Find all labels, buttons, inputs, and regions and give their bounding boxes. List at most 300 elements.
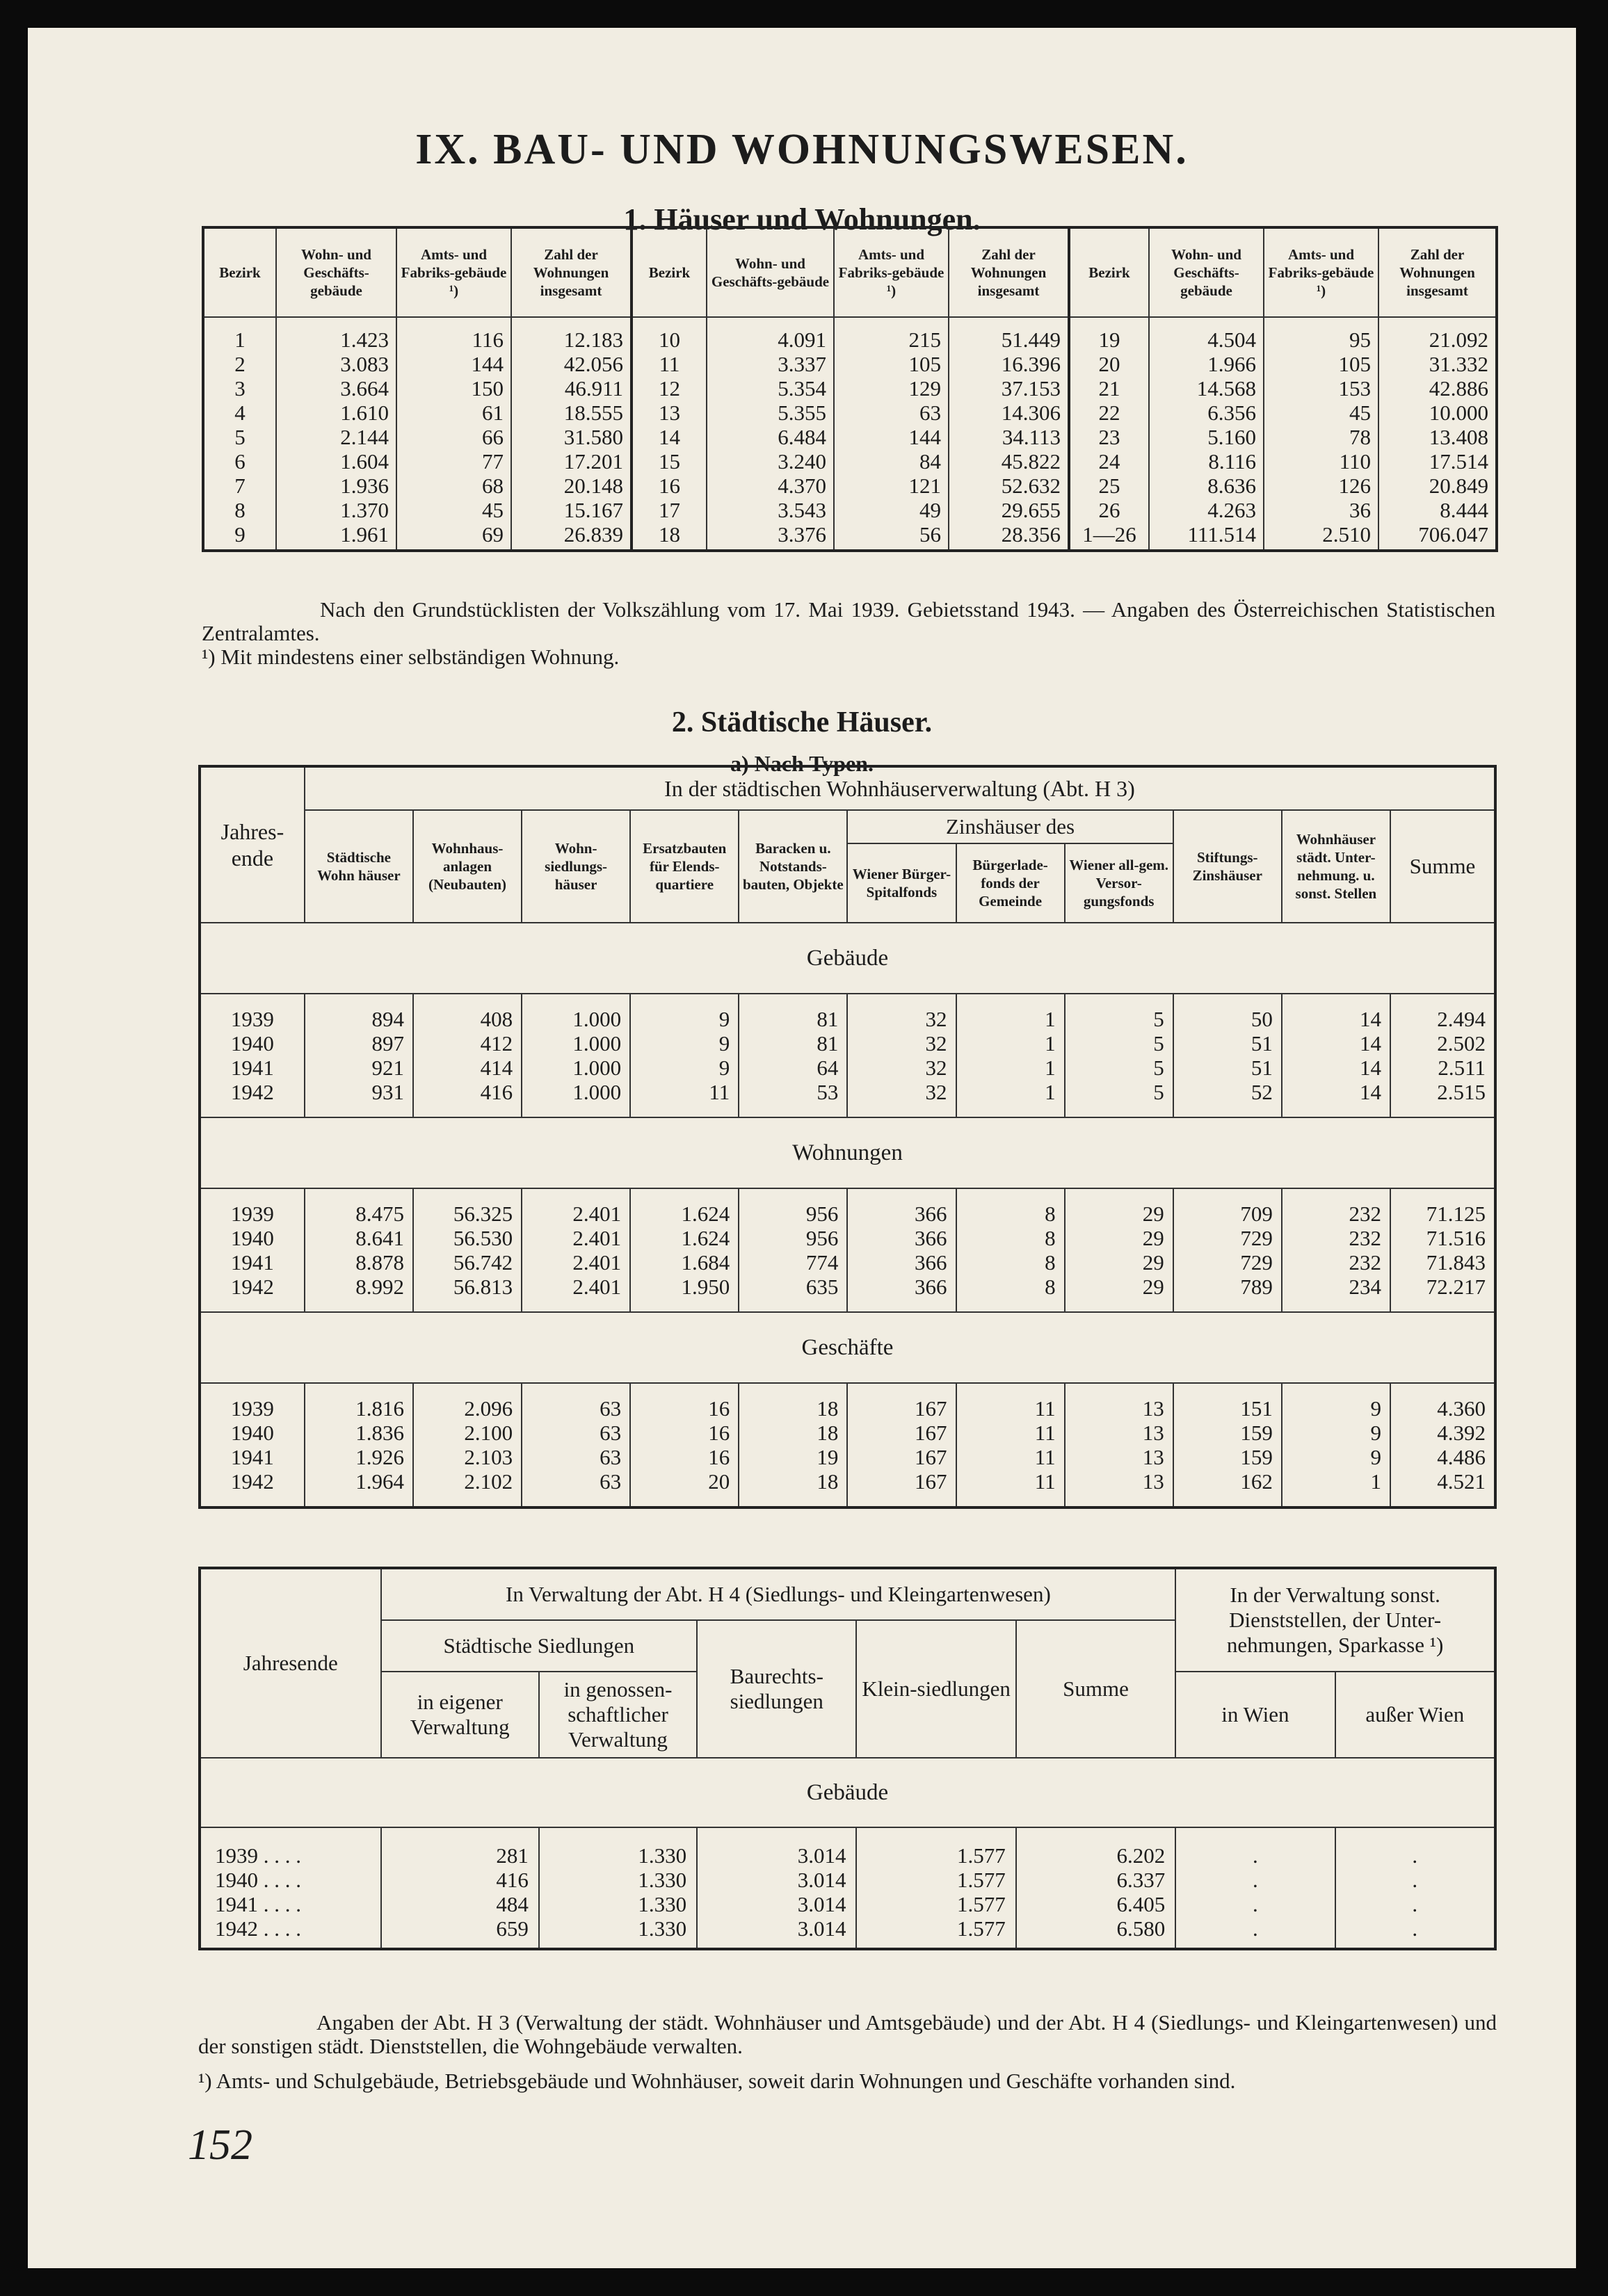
table-cell: 77 [396, 449, 511, 474]
table-cell: 4.370 [707, 474, 834, 498]
table-cell: 1.370 [276, 498, 396, 522]
table-cell: 1941 [200, 1250, 305, 1275]
spacer-cell [522, 1299, 630, 1312]
spacer-cell [305, 1299, 413, 1312]
spacer-cell [1282, 994, 1390, 1007]
table-cell: 26 [1069, 498, 1149, 522]
section1-source-note: Nach den Grundstücklisten der Volkszählung vom 17. Mai 1939. Gebietsstand 1943. — Angaben des Österreichischen Statistischen Zentralamtes. [202, 597, 1495, 645]
spacer-cell [1390, 1383, 1495, 1396]
table-cell: 6.356 [1149, 401, 1264, 425]
table-row [203, 401, 1497, 425]
spacer-cell [1173, 1494, 1282, 1507]
spacer-cell [630, 1299, 739, 1312]
table-cell: 17 [632, 498, 707, 522]
spacer-cell [539, 1941, 697, 1949]
col-wohn: Wohn- und Geschäfts-gebäude [707, 227, 834, 317]
col-summe: Summe [1016, 1620, 1175, 1758]
table-cell: 21.092 [1429, 328, 1488, 352]
spacer-cell [200, 1941, 381, 1949]
table-cell: 408 [413, 1007, 522, 1031]
spacer-cell [1065, 1188, 1173, 1202]
table-cell: . [1175, 1843, 1335, 1868]
table-cell: 2.401 [522, 1250, 630, 1275]
table-cell: 8.641 [305, 1226, 413, 1250]
col-bezirk: Bezirk [632, 227, 707, 317]
group-h3-header: In der städtischen Wohnhäuserverwaltung (Abt. H 3) [305, 766, 1495, 810]
table-cell: 14 [632, 425, 707, 449]
table-cell: 3.240 [707, 449, 834, 474]
table-cell: 5.354 [707, 376, 834, 401]
table-row [200, 1868, 1495, 1892]
table-cell: 1.577 [856, 1868, 1015, 1892]
section-label: Gebäude [200, 923, 1495, 994]
page-number: 152 [188, 2121, 252, 2169]
table-cell: . [1412, 1892, 1418, 1916]
spacer-cell [305, 1188, 413, 1202]
table-cell: 14 [1282, 1031, 1390, 1056]
col-baurechtssiedlungen: Baurechts-siedlungen [697, 1620, 856, 1758]
table-cell: 1942 . . . . [200, 1916, 381, 1941]
spacer-cell [847, 1383, 956, 1396]
table-cell: 1939 . . . . [200, 1843, 381, 1868]
table-cell: 1.961 [276, 522, 396, 551]
table-cell: 8.475 [305, 1202, 413, 1226]
table-cell: 84 [834, 449, 949, 474]
table-cell: 28.356 [949, 522, 1069, 551]
table-cell: 1.604 [276, 449, 396, 474]
col-baracken: Baracken u. Notstands-bauten, Objekte [739, 810, 847, 923]
table-row [203, 317, 1497, 352]
spacer-cell [1173, 994, 1282, 1007]
table-cell: 6 [203, 449, 276, 474]
table-cell: 1.330 [539, 1843, 697, 1868]
section-label: Geschäfte [200, 1312, 1495, 1383]
table-cell: 20.849 [1429, 474, 1488, 498]
table-cell: 3.664 [276, 376, 396, 401]
table-cell: 16.396 [949, 352, 1069, 376]
table-cell: 111.514 [1149, 522, 1264, 551]
spacer-cell [413, 994, 522, 1007]
col-eigene-verwaltung: in eigener Verwaltung [381, 1672, 539, 1758]
col-wohn: Wohn- und Geschäfts-gebäude [276, 227, 396, 317]
table-cell: 729 [1173, 1250, 1282, 1275]
spacer-cell [200, 1827, 381, 1843]
table-cell: 144 [834, 425, 949, 449]
table-cell: 167 [847, 1421, 956, 1445]
table-cell: 2.494 [1437, 1007, 1486, 1031]
table-cell: 31.580 [511, 425, 632, 449]
col-buergerladefonds: Bürgerlade-fonds der Gemeinde [956, 843, 1065, 923]
table-cell: 51 [1173, 1056, 1282, 1080]
spacer-cell [1390, 1494, 1495, 1507]
table-cell: . [1412, 1843, 1418, 1868]
table-cell: 1 [203, 317, 276, 352]
table-cell: 10 [632, 317, 707, 352]
table-cell: 1942 [200, 1469, 305, 1494]
table-cell: 6.337 [1016, 1868, 1175, 1892]
table-cell: 11 [956, 1445, 1065, 1469]
table-cell: 2.096 [413, 1396, 522, 1421]
table-cell: 8 [956, 1250, 1065, 1275]
spacer-cell [413, 1104, 522, 1117]
section1-footnote: ¹) Mit mindestens einer selbständigen Wohnung. [202, 645, 620, 669]
table-cell: 11 [956, 1421, 1065, 1445]
table-cell: 46.911 [511, 376, 632, 401]
table-cell: 9 [1282, 1445, 1390, 1469]
table-row [200, 1031, 1495, 1056]
col-zahl: Zahl der Wohnungen insgesamt [1378, 227, 1497, 317]
table-cell: 4.392 [1437, 1421, 1486, 1445]
col-wohnhausanlagen: Wohnhaus-anlagen (Neubauten) [413, 810, 522, 923]
table-cell: 121 [834, 474, 949, 498]
col-summe: Summe [1390, 810, 1495, 923]
spacer-cell [1173, 1188, 1282, 1202]
table-cell: 19 [739, 1445, 847, 1469]
table-cell: 1940 . . . . [200, 1868, 381, 1892]
table-cell: 13 [1065, 1396, 1173, 1421]
table-cell: 10.000 [1429, 401, 1488, 425]
table-cell: 5 [1065, 1007, 1173, 1031]
spacer-cell [413, 1494, 522, 1507]
table-cell: 167 [847, 1445, 956, 1469]
table-cell: 6.405 [1016, 1892, 1175, 1916]
table-cell: 167 [847, 1396, 956, 1421]
table-cell: 1939 [200, 1007, 305, 1031]
table-cell: 956 [739, 1226, 847, 1250]
spacer-cell [1065, 1299, 1173, 1312]
table-cell: 232 [1282, 1226, 1390, 1250]
spacer-cell [1173, 1104, 1282, 1117]
spacer-cell [1282, 1383, 1390, 1396]
col-stiftungs-zinshaeuser: Stiftungs-Zinshäuser [1173, 810, 1282, 923]
table-cell: 921 [305, 1056, 413, 1080]
table-cell: 11 [630, 1080, 739, 1104]
spacer-cell [956, 1299, 1065, 1312]
table-row [200, 1421, 1495, 1445]
table-siedlungen [198, 1567, 1497, 1950]
table-cell: 29 [1065, 1250, 1173, 1275]
table-row [203, 376, 1497, 401]
table-row [200, 1916, 1495, 1941]
spacer-cell [522, 994, 630, 1007]
table-cell: 2.515 [1437, 1080, 1486, 1104]
table-cell: 215 [834, 317, 949, 352]
spacer-cell [1175, 1827, 1335, 1843]
table-cell: 5 [203, 425, 276, 449]
table-cell: 2.103 [413, 1445, 522, 1469]
table-cell: 11 [956, 1396, 1065, 1421]
col-amts: Amts- und Fabriks-gebäude ¹) [396, 227, 511, 317]
table-cell: 29 [1065, 1275, 1173, 1299]
table-cell: 1.950 [630, 1275, 739, 1299]
table-cell: 24 [1069, 449, 1149, 474]
table-cell: 16 [632, 474, 707, 498]
spacer-cell [381, 1941, 539, 1949]
table-cell: 1.624 [630, 1202, 739, 1226]
table-cell: 1941 [200, 1445, 305, 1469]
table-cell: 1—26 [1069, 522, 1149, 551]
table-cell: 63 [522, 1445, 630, 1469]
table-cell: . [1175, 1916, 1335, 1941]
table-cell: 1 [956, 1031, 1065, 1056]
table-cell: 110 [1264, 449, 1378, 474]
table2-body [200, 923, 1495, 1507]
spacer-cell [413, 1188, 522, 1202]
spacer-cell [522, 1494, 630, 1507]
col-bezirk: Bezirk [1069, 227, 1149, 317]
table-cell: 6.580 [1016, 1916, 1175, 1941]
table-cell: 15.167 [511, 498, 632, 522]
spacer-cell [630, 1188, 739, 1202]
table-cell: 2.401 [522, 1226, 630, 1250]
table-cell: 366 [847, 1226, 956, 1250]
table-cell: 2.144 [276, 425, 396, 449]
spacer-cell [1282, 1188, 1390, 1202]
table-cell: . [1412, 1868, 1418, 1892]
table-cell: 484 [381, 1892, 539, 1916]
table-row [203, 522, 1497, 551]
table-row [200, 1056, 1495, 1080]
table-haeuser-wohnungen [202, 226, 1498, 552]
table-cell: 16 [630, 1445, 739, 1469]
table-cell: 17.201 [511, 449, 632, 474]
table-cell: 14 [1282, 1056, 1390, 1080]
table-cell: 56.813 [413, 1275, 522, 1299]
table-cell: 49 [834, 498, 949, 522]
table-cell: 29 [1065, 1226, 1173, 1250]
table-cell: 21 [1069, 376, 1149, 401]
table-cell: 32 [847, 1031, 956, 1056]
col-ersatzbauten: Ersatzbauten für Elends-quartiere [630, 810, 739, 923]
spacer-cell [381, 1827, 539, 1843]
table-cell: . [1175, 1868, 1335, 1892]
table-cell: 2.510 [1264, 522, 1378, 551]
table3-body [200, 1758, 1495, 1949]
table-cell: 2 [203, 352, 276, 376]
table-cell: 34.113 [949, 425, 1069, 449]
spacer-cell [1173, 1383, 1282, 1396]
table-row [203, 498, 1497, 522]
spacer-cell [856, 1827, 1015, 1843]
spacer-cell [305, 1104, 413, 1117]
table-cell: 412 [413, 1031, 522, 1056]
table-cell: 4.091 [707, 317, 834, 352]
table-cell: 2.401 [522, 1202, 630, 1226]
table-cell: 8 [956, 1275, 1065, 1299]
col-genossenschaftliche-verwaltung: in genossen-schaftlicher Verwaltung [539, 1672, 697, 1758]
table-cell: 5.355 [707, 401, 834, 425]
table-cell: 3.337 [707, 352, 834, 376]
table-cell: 32 [847, 1007, 956, 1031]
spacer-cell [413, 1299, 522, 1312]
table-cell: 23 [1069, 425, 1149, 449]
table-cell: 95 [1264, 317, 1378, 352]
table-cell: 53 [739, 1080, 847, 1104]
table-cell: 416 [381, 1868, 539, 1892]
table-cell: 14 [1282, 1007, 1390, 1031]
table-cell: 8.992 [305, 1275, 413, 1299]
table-row [203, 474, 1497, 498]
table-cell: 8.878 [305, 1250, 413, 1275]
table-cell: 13.408 [1429, 425, 1488, 449]
table-cell: 1 [956, 1056, 1065, 1080]
table-cell: 45.822 [949, 449, 1069, 474]
table-cell: 366 [847, 1275, 956, 1299]
table-staedtische-haeuser [198, 765, 1497, 1509]
table-cell: 18.555 [511, 401, 632, 425]
spacer-cell [739, 1188, 847, 1202]
table-cell: 11 [956, 1469, 1065, 1494]
spacer-cell [1016, 1941, 1175, 1949]
table-cell: 1.423 [276, 317, 396, 352]
table-cell: 3.376 [707, 522, 834, 551]
table-cell: 4 [203, 401, 276, 425]
table-cell: 31.332 [1429, 352, 1488, 376]
table-cell: 956 [739, 1202, 847, 1226]
section1-title: 1. Häuser und Wohnungen. [623, 202, 981, 236]
section-label: Wohnungen [200, 1117, 1495, 1188]
table-cell: 774 [739, 1250, 847, 1275]
table-cell: 78 [1264, 425, 1378, 449]
spacer-cell [522, 1104, 630, 1117]
table-cell: 8 [956, 1226, 1065, 1250]
table-cell: 1.000 [522, 1080, 630, 1104]
table-cell: 5 [1065, 1056, 1173, 1080]
table-cell: 162 [1173, 1469, 1282, 1494]
table-cell: 366 [847, 1250, 956, 1275]
table-cell: 1.836 [305, 1421, 413, 1445]
table-cell: 159 [1173, 1445, 1282, 1469]
table-cell: 706.047 [1418, 522, 1488, 547]
spacer-cell [305, 1383, 413, 1396]
spacer-cell [856, 1941, 1015, 1949]
spacer-cell [1282, 1104, 1390, 1117]
table-cell: 150 [396, 376, 511, 401]
table-cell: 29.655 [949, 498, 1069, 522]
table-cell: 71.843 [1426, 1250, 1486, 1275]
table-cell: 66 [396, 425, 511, 449]
spacer-cell [956, 1383, 1065, 1396]
spacer-cell [1065, 1494, 1173, 1507]
spacer-cell [697, 1941, 856, 1949]
table-cell: 4.504 [1149, 317, 1264, 352]
col-wohnsiedlungshaeuser: Wohn-siedlungs-häuser [522, 810, 630, 923]
spacer-cell [1282, 1494, 1390, 1507]
table-cell: 931 [305, 1080, 413, 1104]
col-amts: Amts- und Fabriks-gebäude ¹) [834, 227, 949, 317]
table-cell: 8 [956, 1202, 1065, 1226]
spacer-cell [739, 1494, 847, 1507]
table-cell: 63 [522, 1396, 630, 1421]
spacer-cell [1065, 994, 1173, 1007]
table-cell: 14 [1282, 1080, 1390, 1104]
spacer-cell [1390, 1299, 1495, 1312]
table-cell: 234 [1282, 1275, 1390, 1299]
table-cell: 159 [1173, 1421, 1282, 1445]
col-bezirk: Bezirk [203, 227, 276, 317]
table-row [200, 1080, 1495, 1104]
table-cell: 8.636 [1149, 474, 1264, 498]
table-cell: 9 [1282, 1396, 1390, 1421]
table1-header-row [203, 227, 1497, 317]
table-cell: 9 [630, 1056, 739, 1080]
table-cell: 167 [847, 1469, 956, 1494]
table-cell: 52 [1173, 1080, 1282, 1104]
table-cell: 19 [1069, 317, 1149, 352]
spacer-cell [1175, 1941, 1335, 1949]
table-cell: 366 [847, 1202, 956, 1226]
table-cell: 56.325 [413, 1202, 522, 1226]
col-jahresende: Jahresende [200, 1568, 381, 1758]
document-page [28, 28, 1576, 2268]
table-cell: 151 [1173, 1396, 1282, 1421]
table-cell: 105 [834, 352, 949, 376]
table-cell: 1.624 [630, 1226, 739, 1250]
table-cell: 17.514 [1429, 449, 1488, 474]
table-cell: 8.444 [1440, 498, 1488, 522]
spacer-cell [697, 1827, 856, 1843]
table-cell: 2.102 [413, 1469, 522, 1494]
table-cell: 1.577 [856, 1892, 1015, 1916]
table-cell: 1.816 [305, 1396, 413, 1421]
table-cell: 1.577 [856, 1916, 1015, 1941]
table-cell: 42.886 [1429, 376, 1488, 401]
table-cell: 22 [1069, 401, 1149, 425]
table-cell: 5.160 [1149, 425, 1264, 449]
table-row [203, 425, 1497, 449]
table-cell: 18 [739, 1396, 847, 1421]
table-cell: 635 [739, 1275, 847, 1299]
table-cell: 897 [305, 1031, 413, 1056]
table-cell: 894 [305, 1007, 413, 1031]
table-cell: 20 [630, 1469, 739, 1494]
table-cell: 105 [1264, 352, 1378, 376]
spacer-cell [200, 1188, 305, 1202]
table-cell: 4.486 [1437, 1445, 1486, 1469]
table-cell: 4.263 [1149, 498, 1264, 522]
table-cell: 16 [630, 1396, 739, 1421]
table-row [200, 1007, 1495, 1031]
table-row [200, 1396, 1495, 1421]
table-cell: 71.125 [1426, 1202, 1486, 1226]
spacer-cell [739, 1104, 847, 1117]
spacer-cell [847, 1188, 956, 1202]
table-cell: 1 [956, 1080, 1065, 1104]
spacer-cell [847, 1104, 956, 1117]
table-cell: 1.330 [539, 1868, 697, 1892]
table-cell: 153 [1264, 376, 1378, 401]
table-cell: 32 [847, 1080, 956, 1104]
spacer-cell [305, 1494, 413, 1507]
table-cell: 26.839 [511, 522, 632, 551]
section-label-gebaeude: Gebäude [200, 1758, 1495, 1827]
table-cell: 232 [1282, 1202, 1390, 1226]
section2-source-note: Angaben der Abt. H 3 (Verwaltung der städt. Wohnhäuser und Amtsgebäude) und der Abt. H 4 (Siedlungs- und Kleingartenwesen) und der sonstigen städt. Dienststellen, die Wohngebäude verwalten. [198, 2010, 1497, 2058]
spacer-cell [847, 1299, 956, 1312]
col-zahl: Zahl der Wohnungen insgesamt [949, 227, 1069, 317]
spacer-cell [1065, 1104, 1173, 1117]
spacer-cell [522, 1188, 630, 1202]
table-cell: 1.330 [539, 1892, 697, 1916]
table-cell: 1.964 [305, 1469, 413, 1494]
table-cell: 659 [381, 1916, 539, 1941]
table-cell: 1 [1282, 1469, 1390, 1494]
table-cell: 9 [1282, 1421, 1390, 1445]
table-cell: 1941 . . . . [200, 1892, 381, 1916]
table-cell: 11 [632, 352, 707, 376]
table-row [200, 1445, 1495, 1469]
table-cell: 13 [1065, 1421, 1173, 1445]
